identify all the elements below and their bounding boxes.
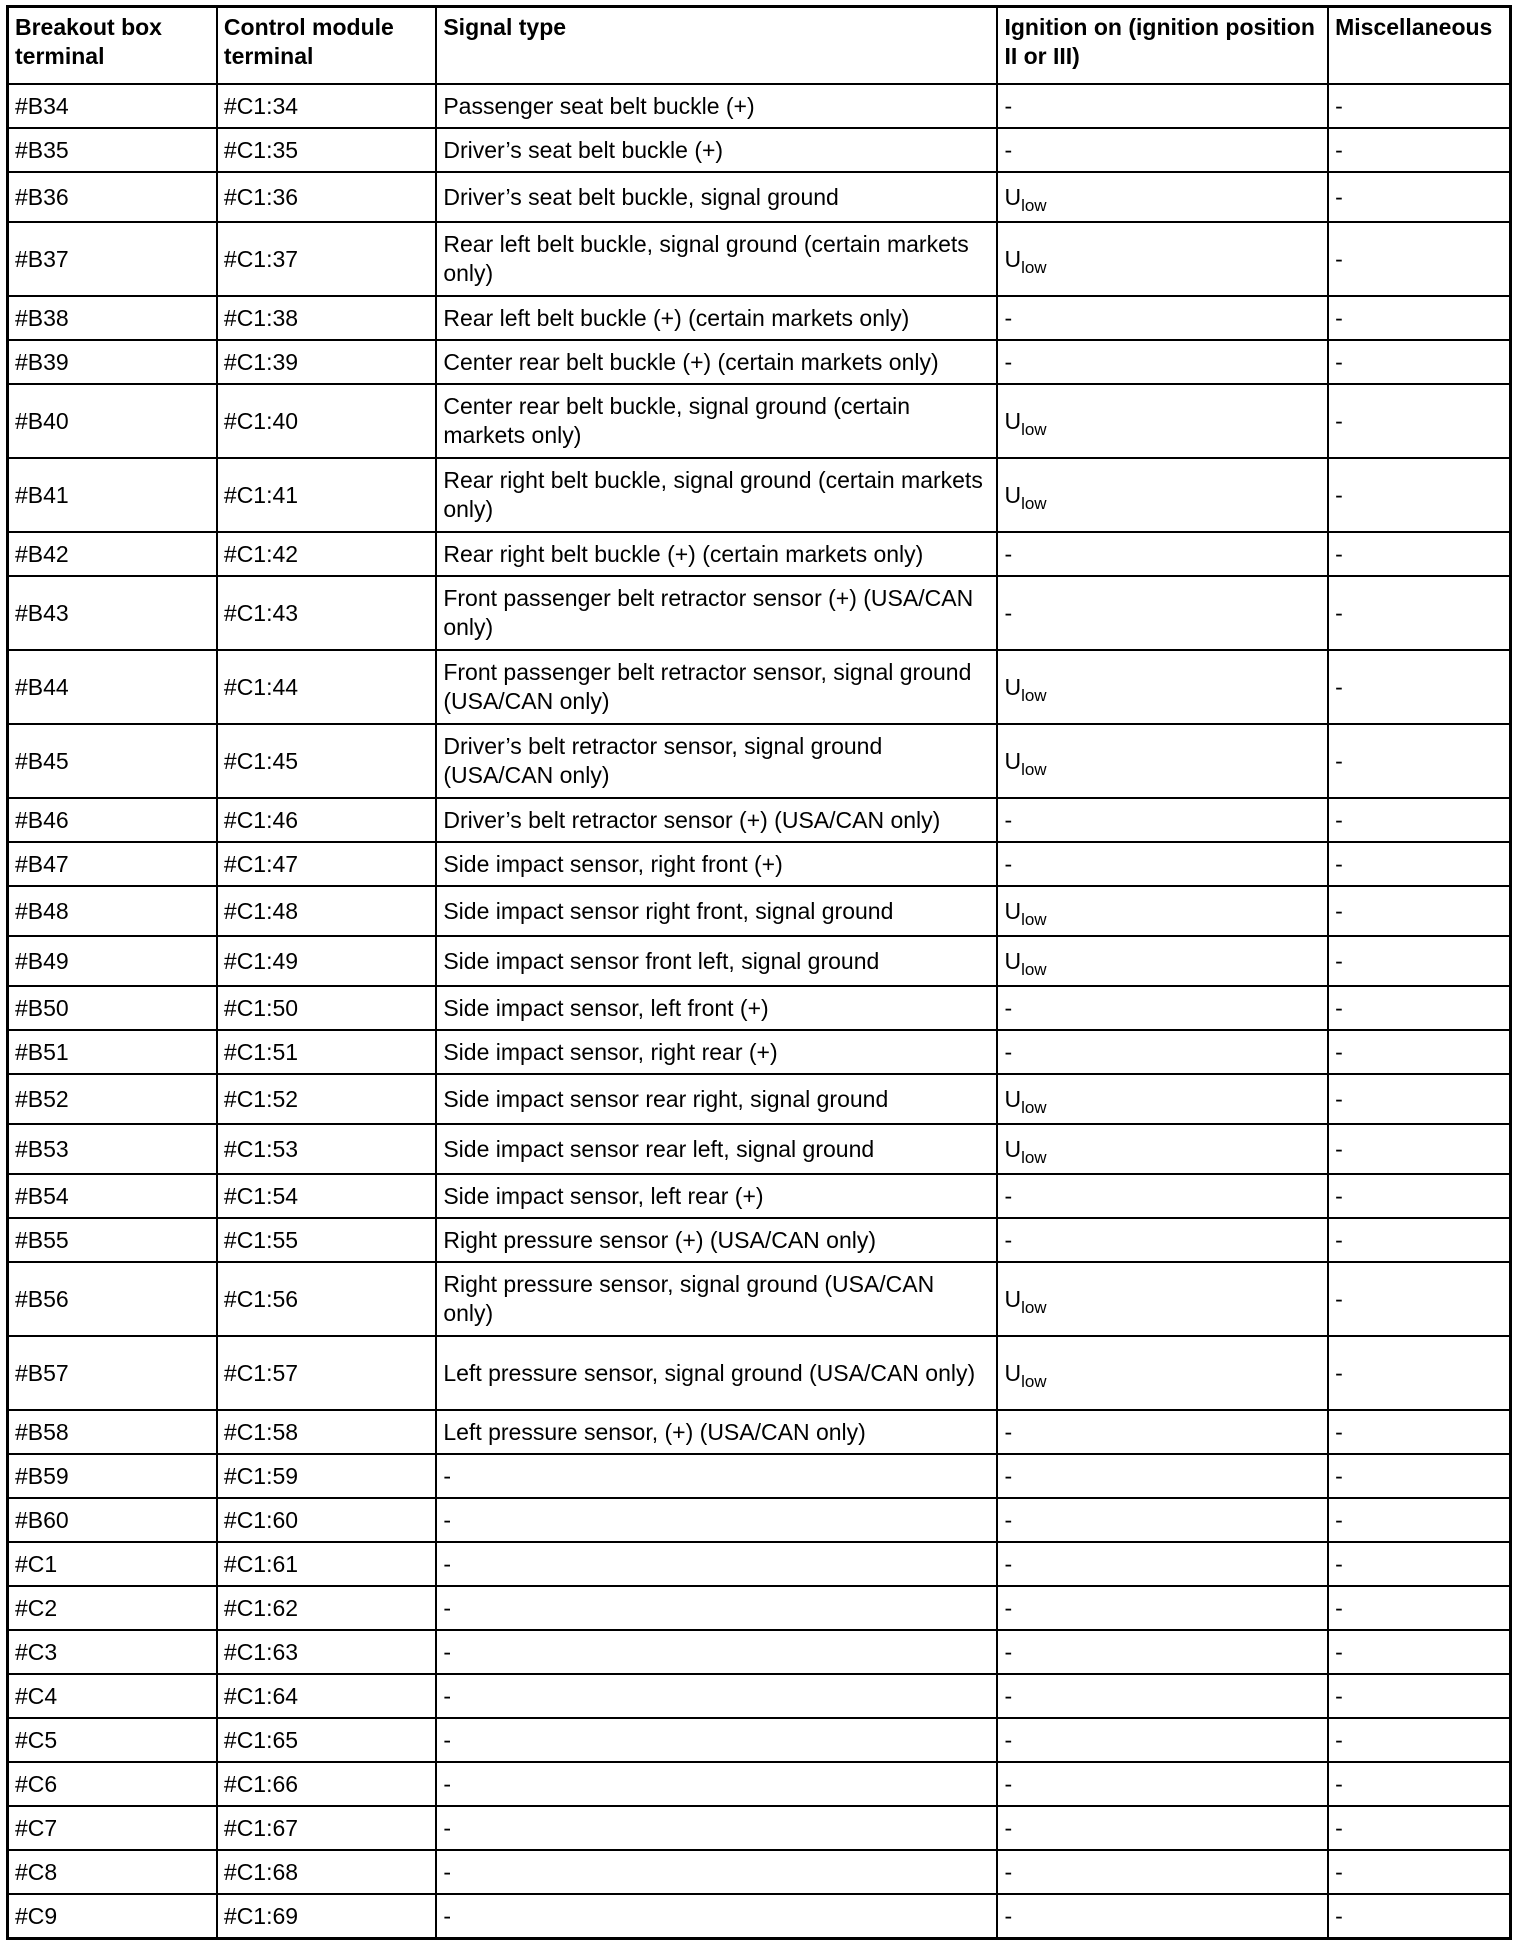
table-row (8, 1336, 1511, 1410)
control-module-terminal-cell: #C1:60 (217, 1498, 436, 1542)
ignition-value: - (1004, 1182, 1013, 1209)
control-module-terminal-cell: #C1:65 (217, 1718, 436, 1762)
ignition-on-cell (997, 650, 1328, 724)
control-module-terminal-cell: #C1:59 (217, 1454, 436, 1498)
table-row (8, 886, 1511, 936)
ignition-on-cell (997, 798, 1328, 842)
breakout-box-terminal-cell: #C9 (8, 1894, 217, 1939)
breakout-box-terminal-cell: #B42 (8, 532, 217, 576)
breakout-box-terminal-cell: #B52 (8, 1074, 217, 1124)
signal-type-cell: - (436, 1762, 997, 1806)
signal-type-cell: Passenger seat belt buckle (+) (436, 84, 997, 128)
table-row (8, 1542, 1511, 1586)
signal-type-cell: Driver’s belt retractor sensor (+) (USA/CAN only) (436, 798, 997, 842)
breakout-box-terminal-cell: #C8 (8, 1850, 217, 1894)
ignition-value: - (1004, 1638, 1013, 1665)
ignition-value: - (1004, 1038, 1013, 1065)
ignition-subscript: low (1021, 959, 1047, 979)
signal-type-cell: Rear left belt buckle, signal ground (certain markets only) (436, 222, 997, 296)
signal-type-cell: Rear left belt buckle (+) (certain markets only) (436, 296, 997, 340)
signal-type-cell: Center rear belt buckle, signal ground (certain markets only) (436, 384, 997, 458)
table-row (8, 532, 1511, 576)
signal-type-cell: - (436, 1674, 997, 1718)
table-row (8, 1894, 1511, 1939)
control-module-terminal-cell: #C1:47 (217, 842, 436, 886)
table-header-row (8, 7, 1511, 85)
table-row (8, 1718, 1511, 1762)
breakout-box-terminal-cell: #B55 (8, 1218, 217, 1262)
signal-type-cell: Driver’s seat belt buckle (+) (436, 128, 997, 172)
ignition-on-cell (997, 84, 1328, 128)
ignition-subscript: low (1021, 1297, 1047, 1317)
control-module-terminal-cell: #C1:45 (217, 724, 436, 798)
miscellaneous-cell: - (1328, 1850, 1510, 1894)
signal-type-cell: - (436, 1630, 997, 1674)
table-body (8, 84, 1511, 1939)
ignition-value: - (1004, 1226, 1013, 1253)
control-module-terminal-cell: #C1:39 (217, 340, 436, 384)
control-module-terminal-cell: #C1:56 (217, 1262, 436, 1336)
ignition-on-cell (997, 1542, 1328, 1586)
breakout-box-terminal-cell: #B44 (8, 650, 217, 724)
header-breakout-box-terminal: Breakout box terminal (8, 7, 217, 85)
ignition-on-cell (997, 842, 1328, 886)
control-module-terminal-cell: #C1:35 (217, 128, 436, 172)
control-module-terminal-cell: #C1:36 (217, 172, 436, 222)
miscellaneous-cell: - (1328, 1074, 1510, 1124)
ignition-value: - (1004, 1858, 1013, 1885)
breakout-box-terminal-cell: #B46 (8, 798, 217, 842)
table-row (8, 1174, 1511, 1218)
signal-type-cell: Driver’s belt retractor sensor, signal ground (USA/CAN only) (436, 724, 997, 798)
control-module-terminal-cell: #C1:62 (217, 1586, 436, 1630)
breakout-box-terminal-cell: #B35 (8, 128, 217, 172)
header-signal-type: Signal type (436, 7, 997, 85)
table-row (8, 1410, 1511, 1454)
breakout-box-terminal-cell: #B54 (8, 1174, 217, 1218)
table-row (8, 1454, 1511, 1498)
ignition-value: U (1004, 481, 1022, 508)
breakout-box-terminal-cell: #C5 (8, 1718, 217, 1762)
breakout-box-terminal-cell: #B58 (8, 1410, 217, 1454)
ignition-on-cell (997, 936, 1328, 986)
control-module-terminal-cell: #C1:53 (217, 1124, 436, 1174)
signal-type-cell: Side impact sensor, left front (+) (436, 986, 997, 1030)
breakout-box-terminal-cell: #B36 (8, 172, 217, 222)
table-row (8, 1124, 1511, 1174)
signal-type-cell: - (436, 1806, 997, 1850)
ignition-on-cell (997, 1174, 1328, 1218)
miscellaneous-cell: - (1328, 1030, 1510, 1074)
miscellaneous-cell: - (1328, 1806, 1510, 1850)
ignition-value: - (1004, 599, 1013, 626)
miscellaneous-cell: - (1328, 1410, 1510, 1454)
ignition-value: U (1004, 1135, 1022, 1162)
control-module-terminal-cell: #C1:50 (217, 986, 436, 1030)
miscellaneous-cell: - (1328, 1718, 1510, 1762)
signal-type-cell: Side impact sensor, right front (+) (436, 842, 997, 886)
ignition-subscript: low (1021, 195, 1047, 215)
signal-type-cell: Right pressure sensor, signal ground (USA/CAN only) (436, 1262, 997, 1336)
miscellaneous-cell: - (1328, 1674, 1510, 1718)
control-module-terminal-cell: #C1:38 (217, 296, 436, 340)
signal-type-cell: - (436, 1718, 997, 1762)
signal-type-cell: - (436, 1498, 997, 1542)
miscellaneous-cell: - (1328, 532, 1510, 576)
ignition-on-cell (997, 1454, 1328, 1498)
control-module-terminal-cell: #C1:64 (217, 1674, 436, 1718)
miscellaneous-cell: - (1328, 340, 1510, 384)
miscellaneous-cell: - (1328, 1262, 1510, 1336)
miscellaneous-cell: - (1328, 1542, 1510, 1586)
ignition-subscript: low (1021, 759, 1047, 779)
ignition-value: - (1004, 540, 1013, 567)
table-row (8, 1850, 1511, 1894)
miscellaneous-cell: - (1328, 936, 1510, 986)
ignition-on-cell (997, 1030, 1328, 1074)
ignition-on-cell (997, 1410, 1328, 1454)
miscellaneous-cell: - (1328, 650, 1510, 724)
ignition-value: - (1004, 994, 1013, 1021)
control-module-terminal-cell: #C1:42 (217, 532, 436, 576)
ignition-value: - (1004, 136, 1013, 163)
ignition-on-cell (997, 1894, 1328, 1939)
ignition-on-cell (997, 1630, 1328, 1674)
table-row (8, 724, 1511, 798)
control-module-terminal-cell: #C1:58 (217, 1410, 436, 1454)
breakout-box-terminal-cell: #C3 (8, 1630, 217, 1674)
control-module-terminal-cell: #C1:57 (217, 1336, 436, 1410)
signal-type-cell: Left pressure sensor, (+) (USA/CAN only) (436, 1410, 997, 1454)
signal-type-cell: - (436, 1894, 997, 1939)
control-module-terminal-cell: #C1:41 (217, 458, 436, 532)
ignition-value: - (1004, 1770, 1013, 1797)
ignition-value: U (1004, 1359, 1022, 1386)
breakout-box-terminal-cell: #C6 (8, 1762, 217, 1806)
signal-type-cell: Right pressure sensor (+) (USA/CAN only) (436, 1218, 997, 1262)
table-row (8, 576, 1511, 650)
ignition-value: U (1004, 1285, 1022, 1312)
ignition-value: - (1004, 1682, 1013, 1709)
table-row (8, 340, 1511, 384)
miscellaneous-cell: - (1328, 1586, 1510, 1630)
miscellaneous-cell: - (1328, 384, 1510, 458)
table-row (8, 936, 1511, 986)
miscellaneous-cell: - (1328, 1894, 1510, 1939)
breakout-box-terminal-cell: #C2 (8, 1586, 217, 1630)
ignition-subscript: low (1021, 257, 1047, 277)
table-row (8, 1262, 1511, 1336)
breakout-box-terminal-cell: #B37 (8, 222, 217, 296)
control-module-terminal-cell: #C1:49 (217, 936, 436, 986)
control-module-terminal-cell: #C1:69 (217, 1894, 436, 1939)
ignition-value: U (1004, 183, 1022, 210)
miscellaneous-cell: - (1328, 1498, 1510, 1542)
breakout-box-terminal-cell: #C7 (8, 1806, 217, 1850)
miscellaneous-cell: - (1328, 724, 1510, 798)
breakout-box-terminal-cell: #B53 (8, 1124, 217, 1174)
ignition-on-cell (997, 986, 1328, 1030)
ignition-value: U (1004, 407, 1022, 434)
miscellaneous-cell: - (1328, 84, 1510, 128)
miscellaneous-cell: - (1328, 1174, 1510, 1218)
miscellaneous-cell: - (1328, 1124, 1510, 1174)
ignition-on-cell (997, 1586, 1328, 1630)
breakout-box-terminal-cell: #B41 (8, 458, 217, 532)
signal-type-cell: Front passenger belt retractor sensor (+) (USA/CAN only) (436, 576, 997, 650)
table-row (8, 172, 1511, 222)
ignition-subscript: low (1021, 1097, 1047, 1117)
control-module-terminal-cell: #C1:44 (217, 650, 436, 724)
miscellaneous-cell: - (1328, 576, 1510, 650)
ignition-on-cell (997, 296, 1328, 340)
miscellaneous-cell: - (1328, 1454, 1510, 1498)
miscellaneous-cell: - (1328, 986, 1510, 1030)
table-row (8, 296, 1511, 340)
ignition-value: - (1004, 1814, 1013, 1841)
breakout-box-terminal-cell: #C1 (8, 1542, 217, 1586)
breakout-box-terminal-cell: #B56 (8, 1262, 217, 1336)
ignition-value: - (1004, 850, 1013, 877)
ignition-on-cell (997, 1074, 1328, 1124)
ignition-subscript: low (1021, 1371, 1047, 1391)
ignition-subscript: low (1021, 909, 1047, 929)
table-row (8, 1806, 1511, 1850)
ignition-subscript: low (1021, 1147, 1047, 1167)
breakout-box-terminal-cell: #B48 (8, 886, 217, 936)
ignition-on-cell (997, 1262, 1328, 1336)
breakout-box-terminal-cell: #B43 (8, 576, 217, 650)
ignition-value: - (1004, 304, 1013, 331)
signal-type-cell: Rear right belt buckle (+) (certain markets only) (436, 532, 997, 576)
signal-type-cell: Side impact sensor, right rear (+) (436, 1030, 997, 1074)
table-row (8, 84, 1511, 128)
signal-type-cell: Rear right belt buckle, signal ground (certain markets only) (436, 458, 997, 532)
miscellaneous-cell: - (1328, 296, 1510, 340)
ignition-on-cell (997, 532, 1328, 576)
table-row (8, 842, 1511, 886)
signal-type-cell: Side impact sensor front left, signal ground (436, 936, 997, 986)
ignition-on-cell (997, 128, 1328, 172)
ignition-subscript: low (1021, 419, 1047, 439)
control-module-terminal-cell: #C1:46 (217, 798, 436, 842)
signal-type-cell: Driver’s seat belt buckle, signal ground (436, 172, 997, 222)
ignition-value: - (1004, 1506, 1013, 1533)
miscellaneous-cell: - (1328, 172, 1510, 222)
control-module-terminal-cell: #C1:48 (217, 886, 436, 936)
header-ignition-on: Ignition on (ignition position II or III) (997, 7, 1328, 85)
table-row (8, 384, 1511, 458)
breakout-box-terminal-cell: #B50 (8, 986, 217, 1030)
ignition-value: - (1004, 1462, 1013, 1489)
ignition-value: U (1004, 1085, 1022, 1112)
ignition-on-cell (997, 340, 1328, 384)
table-row (8, 1674, 1511, 1718)
ignition-on-cell (997, 1806, 1328, 1850)
control-module-terminal-cell: #C1:51 (217, 1030, 436, 1074)
ignition-value: U (1004, 947, 1022, 974)
breakout-box-terminal-cell: #B49 (8, 936, 217, 986)
ignition-value: U (1004, 897, 1022, 924)
miscellaneous-cell: - (1328, 1218, 1510, 1262)
ignition-on-cell (997, 222, 1328, 296)
table-row (8, 650, 1511, 724)
table-row (8, 1630, 1511, 1674)
table-row (8, 222, 1511, 296)
control-module-terminal-cell: #C1:40 (217, 384, 436, 458)
miscellaneous-cell: - (1328, 222, 1510, 296)
ignition-value: - (1004, 92, 1013, 119)
header-control-module-terminal: Control module terminal (217, 7, 436, 85)
control-module-terminal-cell: #C1:34 (217, 84, 436, 128)
control-module-terminal-cell: #C1:61 (217, 1542, 436, 1586)
control-module-terminal-cell: #C1:63 (217, 1630, 436, 1674)
breakout-box-terminal-cell: #B45 (8, 724, 217, 798)
breakout-box-terminal-cell: #B39 (8, 340, 217, 384)
control-module-terminal-cell: #C1:66 (217, 1762, 436, 1806)
ignition-on-cell (997, 886, 1328, 936)
miscellaneous-cell: - (1328, 886, 1510, 936)
miscellaneous-cell: - (1328, 458, 1510, 532)
signal-type-cell: Left pressure sensor, signal ground (USA/CAN only) (436, 1336, 997, 1410)
miscellaneous-cell: - (1328, 1762, 1510, 1806)
ignition-value: U (1004, 673, 1022, 700)
table-row (8, 458, 1511, 532)
signal-type-cell: Front passenger belt retractor sensor, signal ground (USA/CAN only) (436, 650, 997, 724)
miscellaneous-cell: - (1328, 1630, 1510, 1674)
table-row (8, 1762, 1511, 1806)
control-module-terminal-cell: #C1:54 (217, 1174, 436, 1218)
ignition-on-cell (997, 1674, 1328, 1718)
control-module-terminal-cell: #C1:55 (217, 1218, 436, 1262)
ignition-value: U (1004, 747, 1022, 774)
breakout-box-terminal-cell: #B38 (8, 296, 217, 340)
ignition-on-cell (997, 576, 1328, 650)
ignition-value: - (1004, 1550, 1013, 1577)
signal-type-cell: - (436, 1454, 997, 1498)
control-module-terminal-cell: #C1:68 (217, 1850, 436, 1894)
breakout-box-terminal-cell: #B57 (8, 1336, 217, 1410)
table-row (8, 1030, 1511, 1074)
table-row (8, 128, 1511, 172)
miscellaneous-cell: - (1328, 1336, 1510, 1410)
terminal-table (6, 5, 1512, 1940)
ignition-value: - (1004, 1594, 1013, 1621)
breakout-box-terminal-cell: #B40 (8, 384, 217, 458)
ignition-on-cell (997, 172, 1328, 222)
breakout-box-terminal-cell: #B51 (8, 1030, 217, 1074)
table-row (8, 1218, 1511, 1262)
ignition-value: - (1004, 1418, 1013, 1445)
ignition-on-cell (997, 384, 1328, 458)
ignition-value: - (1004, 1726, 1013, 1753)
ignition-on-cell (997, 724, 1328, 798)
ignition-subscript: low (1021, 685, 1047, 705)
miscellaneous-cell: - (1328, 842, 1510, 886)
ignition-on-cell (997, 1124, 1328, 1174)
table-row (8, 1586, 1511, 1630)
signal-type-cell: - (436, 1586, 997, 1630)
ignition-on-cell (997, 458, 1328, 532)
signal-type-cell: Side impact sensor rear right, signal ground (436, 1074, 997, 1124)
ignition-on-cell (997, 1762, 1328, 1806)
miscellaneous-cell: - (1328, 798, 1510, 842)
control-module-terminal-cell: #C1:52 (217, 1074, 436, 1124)
signal-type-cell: - (436, 1542, 997, 1586)
table-row (8, 1074, 1511, 1124)
table-row (8, 1498, 1511, 1542)
table-row (8, 798, 1511, 842)
ignition-value: - (1004, 1902, 1013, 1929)
ignition-on-cell (997, 1218, 1328, 1262)
signal-type-cell: Side impact sensor rear left, signal ground (436, 1124, 997, 1174)
breakout-box-terminal-cell: #B60 (8, 1498, 217, 1542)
ignition-value: - (1004, 806, 1013, 833)
control-module-terminal-cell: #C1:43 (217, 576, 436, 650)
miscellaneous-cell: - (1328, 128, 1510, 172)
table-row (8, 986, 1511, 1030)
breakout-box-terminal-cell: #C4 (8, 1674, 217, 1718)
breakout-box-terminal-cell: #B34 (8, 84, 217, 128)
control-module-terminal-cell: #C1:37 (217, 222, 436, 296)
signal-type-cell: Center rear belt buckle (+) (certain markets only) (436, 340, 997, 384)
ignition-on-cell (997, 1498, 1328, 1542)
ignition-subscript: low (1021, 493, 1047, 513)
header-miscellaneous: Miscellaneous (1328, 7, 1510, 85)
ignition-value: U (1004, 245, 1022, 272)
breakout-box-terminal-cell: #B59 (8, 1454, 217, 1498)
signal-type-cell: Side impact sensor, left rear (+) (436, 1174, 997, 1218)
signal-type-cell: Side impact sensor right front, signal ground (436, 886, 997, 936)
signal-type-cell: - (436, 1850, 997, 1894)
breakout-box-terminal-cell: #B47 (8, 842, 217, 886)
ignition-value: - (1004, 348, 1013, 375)
ignition-on-cell (997, 1718, 1328, 1762)
control-module-terminal-cell: #C1:67 (217, 1806, 436, 1850)
ignition-on-cell (997, 1850, 1328, 1894)
ignition-on-cell (997, 1336, 1328, 1410)
